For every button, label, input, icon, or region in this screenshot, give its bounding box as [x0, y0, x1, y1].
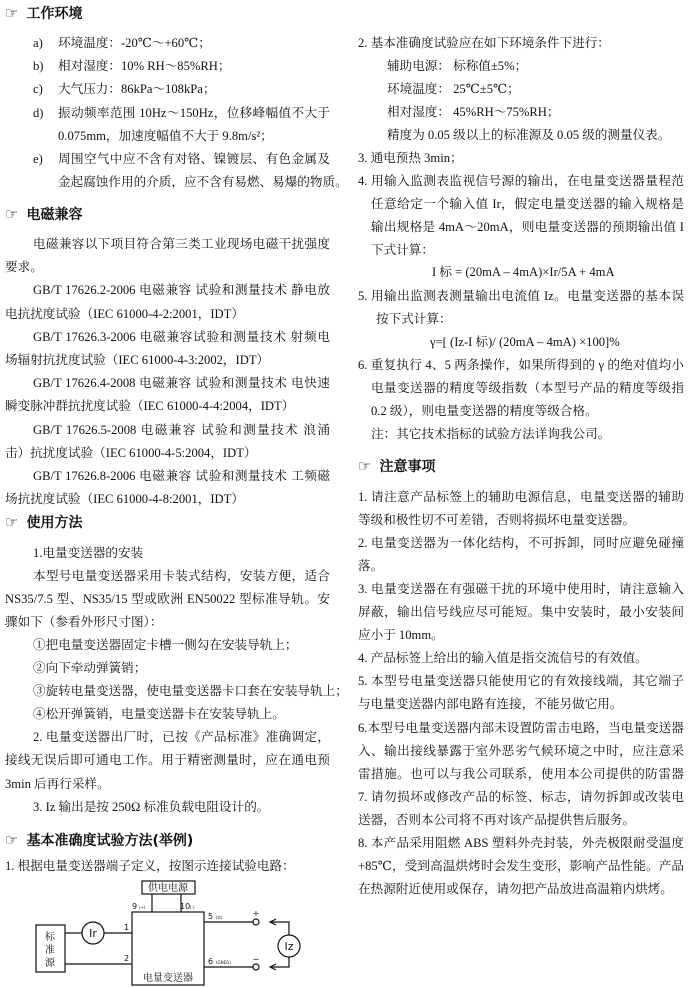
note-line: 7. 请勿损坏或修改产品的标签、标志，请勿拆卸或改装电: [358, 789, 684, 804]
paragraph-line: 环境温度： 25℃±5℃；: [387, 82, 520, 96]
paragraph-line: ③旋转电量变送器，使电量变送器卡口套在安装导轨上；: [33, 684, 348, 699]
paragraph-line: 相对湿度： 45%RH～75%RH；: [387, 105, 560, 119]
item-label: e): [33, 152, 43, 166]
hand-pointer-icon: ☞: [5, 205, 19, 223]
hand-pointer-icon: ☞: [5, 831, 19, 849]
terminal-9-sub: (+): [139, 905, 146, 910]
section-title: 基本准确度试验方法(举例): [26, 833, 194, 849]
output-terminal-minus: [253, 964, 259, 970]
item-text: 大气压力：86kPa～108kPa；: [58, 82, 216, 96]
item-label: d): [33, 106, 44, 120]
terminal-9: 9: [132, 902, 138, 911]
paragraph-line: NS35/7.5 型、NS35/15 型或欧洲 EN50022 型标准导轨。安: [5, 592, 330, 607]
note-line: 在热源附近使用或保存，请勿把产品放进高温箱内烘烤。: [358, 881, 673, 896]
paragraph-line: 下式计算：: [371, 243, 434, 257]
paragraph-line: GB/T 17626.5-2008 电磁兼容 试验和测量技术 浪涌: [33, 422, 330, 437]
section-title: 注意事项: [379, 459, 436, 475]
note-line: 送器，否则本公司将不再对该产品提供售后服务。: [358, 812, 636, 827]
source-label: 标: [45, 932, 55, 943]
paragraph-line: 3. Iz 输出是按 250Ω 标准负载电阻设计的。: [33, 799, 270, 814]
paragraph-line: GB/T 17626.3-2006 电磁兼容试验和测量技术 射频电: [33, 329, 330, 344]
ir-label: Ir: [89, 927, 97, 940]
paragraph-line: γ=[ (Iz-I 标)/ (20mA – 4mA) ×100]%: [430, 335, 620, 349]
terminal-5: 5: [208, 912, 214, 921]
paragraph-line: 本型号电量变送器采用卡装式结构，安装方便，适合: [33, 569, 330, 584]
output-terminal-plus: [253, 919, 259, 925]
power-supply-label: 供电电源: [148, 883, 188, 894]
paragraph-line: 电磁兼容以下项目符合第三类工业现场电磁干扰强度: [33, 237, 330, 251]
note-line: 1. 请注意产品标签上的辅助电源信息，电量变送器的辅助: [358, 490, 684, 504]
item-text-continued: 金起腐蚀作用的介质，应不含有易燃、易爆的物质。: [58, 175, 348, 189]
item-text-continued: 0.075mm，加速度幅值不大于 9.8m/s²；: [58, 129, 273, 143]
paragraph-line: 2. 基本准确度试验应在如下环境条件下进行：: [358, 36, 610, 50]
paragraph-line: GB/T 17626.2-2006 电磁兼容 试验和测量技术 静电放: [33, 283, 330, 298]
paragraph-line: ④松开弹簧销，电量变送器卡在安装导轨上。: [33, 707, 285, 722]
paragraph-line: 场抗扰度试验（IEC 61000-4-8:2001，IDT）: [5, 492, 244, 507]
terminal-5-sub: (Iz): [216, 915, 223, 920]
paragraph-line: 输出规格是 4mA～20mA，则电量变送器的预期输出值 I: [371, 220, 684, 234]
paragraph-line: ②向下牵动弹簧销；: [33, 661, 147, 676]
iz-label: Iz: [284, 940, 294, 953]
paragraph-line: ①把电量变送器固定卡槽一侧勾在安装导轨上；: [33, 638, 298, 653]
hand-pointer-icon: ☞: [5, 4, 19, 22]
item-label: c): [33, 82, 43, 96]
paragraph-line: 电量变送器的精度等级指数（本型号产品的精度等级指: [371, 381, 684, 395]
terminal-6-sub: (GND1): [216, 960, 231, 965]
paragraph-line: 0.2 级），则电量变送器的精度等级合格。: [371, 404, 598, 418]
transmitter-label: 电量变送器: [143, 973, 193, 984]
section-title: 使用方法: [26, 515, 83, 531]
paragraph-line: 要求。: [5, 260, 43, 275]
paragraph-line: 任意给定一个输入值 Ir，假定电量变送器的输入规格是: [371, 197, 684, 211]
note-line: 等级和极性切不可差错，否则将损坏电量变送器。: [358, 513, 636, 528]
item-label: a): [33, 36, 43, 50]
hand-pointer-icon: ☞: [5, 513, 19, 531]
paragraph-line: 3. 通电预热 3min；: [358, 151, 463, 165]
paragraph-line: 电抗扰度试验（IEC 61000-4-2:2001，IDT）: [5, 306, 244, 321]
paragraph-line: 瞬变脉冲群抗扰度试验（IEC 61000-4-4:2004，IDT）: [5, 399, 295, 414]
paragraph-line: 4. 用输入监测表监视信号源的输出，在电量变送器量程范: [358, 174, 684, 188]
note-line: 4. 产品标签上给出的输入值是指交流信号的有效值。: [358, 651, 648, 666]
note-line: 6.本型号电量变送器内部未设置防雷击电路，当电量变送器: [358, 720, 684, 735]
item-text: 相对湿度：10% RH～85%RH；: [58, 59, 231, 73]
section-title: 工作环境: [26, 6, 83, 22]
terminal-1: 1: [124, 923, 130, 932]
note-line: 5. 本型号电量变送器只能使用它的有效接线端，其它端子: [358, 674, 684, 689]
note-line: 入、输出接线暴露于室外恶劣气候环境之中时，应注意采: [358, 743, 684, 758]
paragraph-line: 3min 后再行采样。: [5, 776, 110, 791]
paragraph-line: 辅助电源： 标称值±5%；: [387, 59, 528, 73]
paragraph-line: GB/T 17626.4-2008 电磁兼容 试验和测量技术 电快速: [33, 376, 330, 391]
note-line: 与电量变送器内部电路有连接，不能另做它用。: [358, 697, 623, 712]
source-label: 准: [45, 945, 55, 956]
note-line: 雷措施。也可以与我公司联系，使用本公司提供的防雷器: [358, 766, 684, 781]
paragraph-line: 1.电量变送器的安装: [33, 546, 144, 560]
note-line: 应小于 10mm。: [358, 628, 444, 643]
section-title: 电磁兼容: [26, 207, 83, 223]
paragraph-line: 场辐射抗扰度试验（IEC 61000-4-3:2002，IDT）: [5, 353, 270, 367]
note-line: 2. 电量变送器为一体化结构，不可拆卸，同时应避免碰撞: [358, 536, 684, 551]
terminal-6: 6: [208, 957, 214, 966]
paragraph-line: 1. 根据电量变送器端子定义，按图示连接试验电路：: [5, 859, 295, 873]
paragraph-line: 2. 电量变送器出厂时，已按《产品标准》准确调定，: [33, 730, 330, 745]
item-text: 周围空气中应不含有对铬、镍镀层、有色金属及: [58, 152, 330, 166]
note-line: 3. 电量变送器在有强磁干扰的环境中使用时，请注意输入: [358, 582, 684, 597]
note-line: 落。: [358, 559, 384, 574]
minus-sign: −: [252, 955, 260, 964]
plus-sign: +: [252, 909, 260, 918]
item-text: 环境温度：-20℃～+60℃；: [58, 36, 211, 50]
paragraph-line: 按下式计算：: [376, 312, 452, 326]
paragraph-line: 接线无误后即可通电工作。用于精密测量时，应在通电预: [5, 753, 330, 768]
paragraph-line: 5. 用输出监测表测量输出电流值 Iz。电量变送器的基本误: [358, 289, 684, 303]
note-line: 8. 本产品采用阻燃 ABS 塑料外壳封装，外壳极限耐受温度: [358, 835, 684, 850]
paragraph-line: 6. 重复执行 4、5 两条操作，如果所得到的 γ 的绝对值均小: [358, 358, 684, 372]
paragraph-line: 注：其它技术指标的试验方法详询我公司。: [371, 427, 611, 441]
terminal-2: 2: [124, 954, 130, 963]
terminal-10-sub: (-): [190, 905, 195, 910]
terminal-10: 10: [180, 902, 191, 911]
paragraph-line: GB/T 17626.8-2006 电磁兼容 试验和测量技术 工频磁: [33, 469, 330, 483]
paragraph-line: I 标 = (20mA – 4mA)×Ir/5A + 4mA: [432, 265, 615, 279]
hand-pointer-icon: ☞: [358, 457, 372, 475]
paragraph-line: 击）抗扰度试验（IEC 61000-4-5:2004，IDT）: [5, 445, 257, 460]
note-line: 屏蔽，输出信号线应尽可能短。集中安装时，最小安装间: [358, 605, 684, 620]
item-label: b): [33, 59, 44, 73]
note-line: +85℃，受到高温烘烤时会发生变形，影响产品性能。产品: [358, 858, 684, 873]
paragraph-line: 骤如下（参看外形尺寸图）：: [5, 615, 163, 630]
paragraph-line: 精度为 0.05 级以上的标准源及 0.05 级的测量仪表。: [387, 128, 671, 142]
item-text: 振动频率范围 10Hz～150Hz，位移峰幅值不大于: [58, 106, 330, 120]
source-label: 源: [45, 958, 55, 969]
